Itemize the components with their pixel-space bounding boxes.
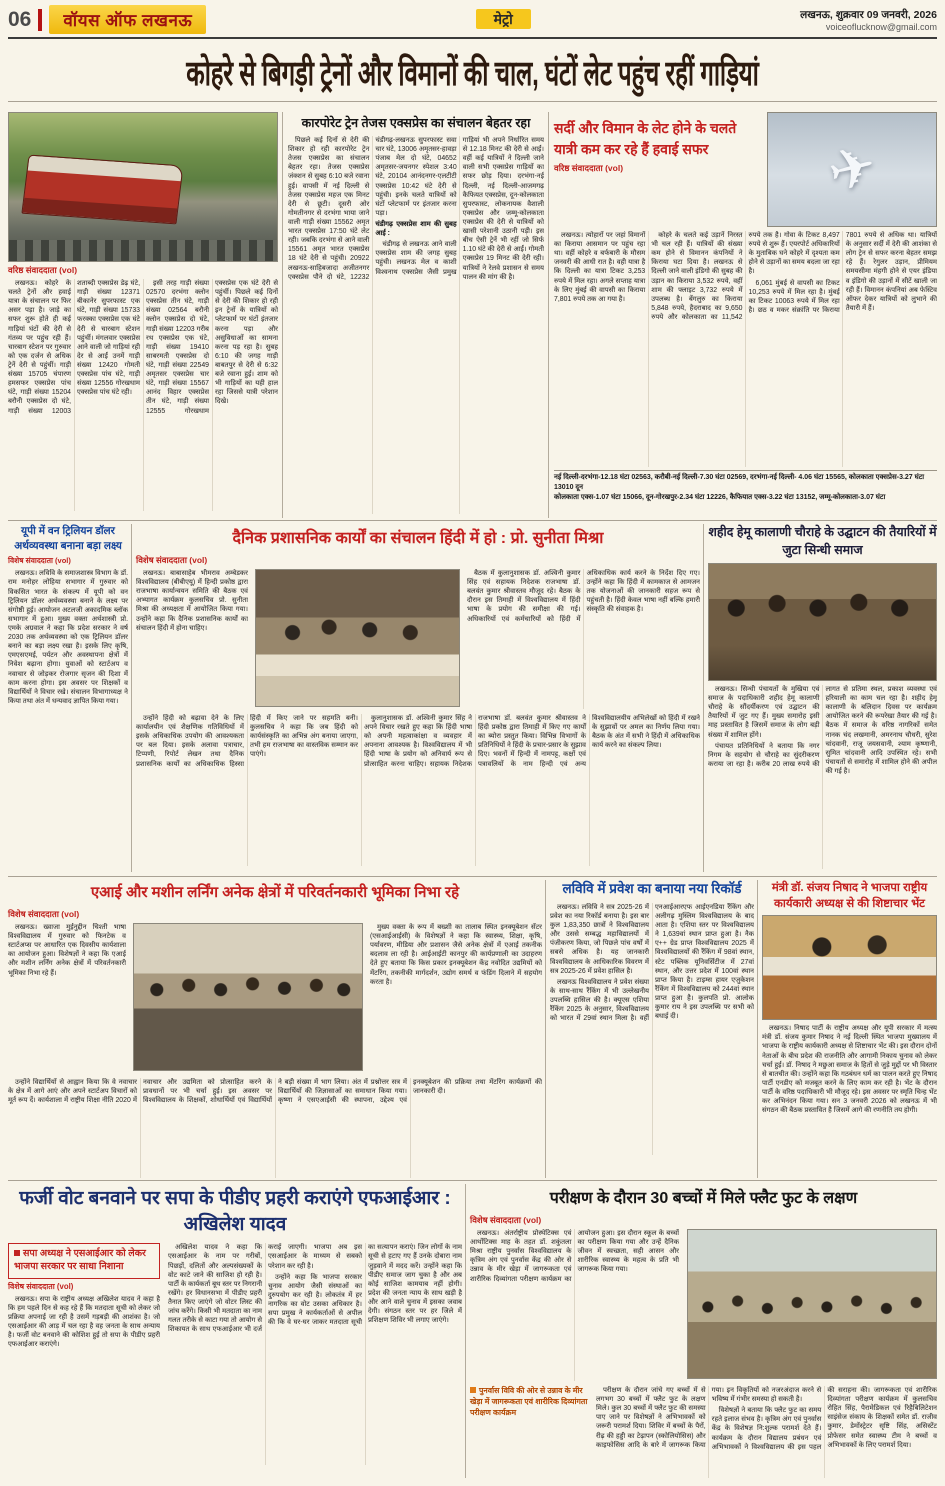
- body-ai-ml-left: [8, 923, 126, 1073]
- flat-foot-top: [470, 1229, 937, 1381]
- header-right: [800, 8, 937, 32]
- note-line: कोलकाता एक्स-1.07 घंटा 15066, दून-गोरखपुर-2.34 घंटा 12226, कैफियात एक्स-3.22 घंटा 13152, जम्मू-कोलकाता-3.07 घंटा: [554, 493, 886, 501]
- body-text: लखनऊ विश्वविद्यालय ने प्रवेश संख्या के साथ-साथ रैंकिंग में भी उल्लेखनीय उपलब्धि हासिल की है। क्यूएस एशिया रैंकिंग 2025 के अनुसार, विश्वविद्यालय को भारत में 29वां स्थान मिला है। वहीं एनआईआरएफ आईएनडिया रैंकिंग और अलीगढ़ मुस्लिम विश्वविद्यालय के बाद आता है। एशिया स्तर पर विश्वविद्यालय ने 1,639वां स्थान प्राप्त हुआ है। नैक ए++ ग्रेड प्राप्त विश्वविद्यालय 2025 में विश्वविद्यालयों की रैंकिंग में 98वां स्थान, स्टेट पब्लिक यूनिवर्सिटीज में 27वां स्थान, और उत्तर प्रदेश में 100वां स्थान प्राप्त किया है। टाइम्स हायर एजुकेशन रैंकिंग में विश्वविद्यालय को 244वां स्थान प्राप्त हुआ है। कुलपति प्रो. आलोक कुमार राय ने इस उपलब्धि पर सभी को बधाई दी।: [550, 903, 754, 1023]
- body-text: लखनऊ। सपा के राष्ट्रीय अध्यक्ष अखिलेश यादव ने कहा है कि हम पहले दिन से कह रहे हैं कि मतदाता सूची को लेकर जो प्रक्रिया अपनाई जा रही है उसमें गड़बड़ी की आशंका है। जो एसआईआर की आड़ में चल रहा है वह जनता के साथ अन्याय है। फर्जी वोट बनवाने की कोशिश हुई तो सपा के पीडीए प्रहरी एफआईआर कराएंगे।: [8, 1295, 160, 1349]
- column-divider: [757, 880, 758, 1178]
- body-text: लखनऊ। कोहरे के चलते ट्रेनों और हवाई यात्रा के संचालन पर फिर असर पड़ा है। जाड़े का सफर शुरू होते ही कई गाड़ियां घंटों की देरी से गंतव्य पर पहुंच रही हैं। चारबाग स्टेशन पर गुरुवार को एक दर्जन से अधिक ट्रेनें देरी से पहुंचीं। गाड़ी संख्या 15705 चंपारण हमसफर एक्सप्रेस पांच घंटे, गाड़ी संख्या 15204 बरौनी एक्सप्रेस दो घंटे, गाड़ी संख्या 12003 शताब्दी एक्सप्रेस डेढ़ घंटे, गाड़ी संख्या 12371 बीकानेर सुपरफास्ट एक घंटे, गाड़ी संख्या 15733 फरक्का एक्सप्रेस एक घंटे देरी से चारबाग स्टेशन पहुंचीं। मंगलवार एक्सप्रेस आने वाली जो गाड़ियां रही देर से आईं उनमें गाड़ी संख्या 12420 गोमती एक्सप्रेस पांच घंटे, गाड़ी संख्या 12556 गोरखधाम एक्सप्रेस पांच घंटे रही।: [8, 280, 140, 415]
- column-divider: [465, 1184, 466, 1478]
- train-tracks: [9, 240, 277, 261]
- masthead-group: [8, 5, 206, 34]
- page-number: 06: [8, 7, 32, 31]
- body-text: अखिलेश यादव ने कहा कि एसआईआर के नाम पर गरीबों, पिछड़ों, दलितों और अल्पसंख्यकों के वोट काटे जाने की साजिश हो रही है। पार्टी के कार्यकर्ता बूथ स्तर पर निगरानी रखेंगे। हर विधानसभा में पीडीए प्रहरी तैनात किए जाएंगे जो वोटर लिस्ट की जांच करेंगे। किसी भी मतदाता का नाम गलत तरीके से काटा गया तो आयोग से शिकायत के साथ एफआईआर भी दर्ज कराई जाएगी। भाजपा अब इस एसआईआर के माध्यम से सबको परेशान कर रही है।: [168, 1244, 362, 1334]
- article-flights: [554, 112, 937, 518]
- article-lu-record: [550, 880, 754, 1178]
- body-text: लखनऊ। बाबासाहेब भीमराव अम्बेडकर विश्वविद्यालय (बीबीएयू) में हिन्दी प्रकोष्ठ द्वारा राजभाषा कार्यान्वयन समिति की बैठक एवं अभ्यागत कार्यक्रम कुलसचिव प्रो. सुनीता मिश्रा की अध्यक्षता में आयोजित किया गया। उन्होंने कहा कि दैनिक प्रशासनिक कार्यों का संचालन हिंदी में होना चाहिए।: [136, 570, 248, 632]
- body-text: उन्होंने विद्यार्थियों से आह्वान किया कि वे नवाचार के क्षेत्र में आगे आएं और अपने स्टार्टअप विचारों को मूर्त रूप दें। कार्यशाला में राष्ट्रीय शिक्षा नीति 2020 में नवाचार और उद्यमिता को प्रोत्साहित करने के प्रावधानों पर भी चर्चा हुई। इस अवसर पर विश्वविद्यालय के शिक्षकों, शोधार्थियों एवं विद्यार्थियों ने बड़ी संख्या में भाग लिया। अंत में प्रश्नोत्तर सत्र में विद्यार्थियों की जिज्ञासाओं का समाधान किया गया। कृष्णा ने एसएआईसी की स्थापना, उद्देश्य एवं इनक्यूबेशन की प्रक्रिया तथा मेंटरिंग कार्यक्रमों की जानकारी दी।: [8, 1079, 542, 1105]
- article-ai-ml: [8, 880, 542, 1178]
- article-train-delay: [8, 112, 278, 518]
- masthead-divider: [38, 9, 42, 31]
- hindi-admin-top: [136, 569, 700, 709]
- flights-top: [554, 112, 937, 227]
- body-hindi-admin-bottom: [136, 714, 700, 866]
- body-train-delay: [8, 279, 278, 511]
- fake-vote-left: [8, 1243, 160, 1465]
- flat-foot-bottom: [470, 1386, 937, 1478]
- body-text: लखनऊ। निषाद पार्टी के राष्ट्रीय अध्यक्ष और यूपी सरकार में मत्स्य मंत्री डॉ. संजय कुमार निषाद ने नई दिल्ली स्थित भाजपा मुख्यालय में भाजपा के राष्ट्रीय कार्यकारी अध्यक्ष से शिष्टाचार भेंट की। इस दौरान दोनों नेताओं के बीच प्रदेश की राजनीति और आगामी निकाय चुनाव को लेकर चर्चा हुई। डॉ. निषाद ने मछुआ समाज के हितों से जुड़े मुद्दों पर भी विस्तार से बातचीत की। उन्होंने कहा कि गठबंधन धर्म का पालन करते हुए निषाद पार्टी एनडीए को मजबूत करने के लिए काम कर रही है। भेंट के दौरान पार्टी के वरिष्ठ पदाधिकारी भी मौजूद रहे। इस अवसर पर स्मृति चिन्ह भेंट कर अभिनंदन किया गया। सन 3 जनवरी 2026 को लखनऊ में भी संगठन की बैठक प्रस्तावित है जिसमें आगे की रणनीति तय होगी।: [762, 1025, 937, 1115]
- body-text: उन्होंने कहा कि भाजपा सरकार चुनाव आयोग जैसी संस्थाओं का दुरुपयोग कर रही है। लोकतंत्र में हर नागरिक का वोट उसका अधिकार है। सपा प्रमुख ने कार्यकर्ताओं से अपील की कि वे घर-घर जाकर मतदाता सूची का सत्यापन कराएं। जिन लोगों के नाम सूची से हटाए गए हैं उनके दोबारा नाम जुड़वाने में मदद करें। उन्होंने कहा कि पीडीए समाज जाग चुका है और अब कोई साजिश कामयाब नहीं होगी। प्रदेश की जनता न्याय के साथ खड़ी है और आने वाले चुनाव में इसका जवाब देगी। संगठन स्तर पर हर जिले में प्रशिक्षण शिविर भी लगाए जाएंगे।: [268, 1244, 462, 1327]
- body-text: विशेषज्ञों ने बताया कि फ्लैट फुट का समय रहते इलाज संभव है। कृत्रिम अंग एवं पुनर्वास केंद्र के विशेषज्ञ नि:शुल्क परामर्श देते हैं। कार्यक्रम के दौरान विद्यालय प्रबंधन एवं अभिभावकों ने विश्वविद्यालय की इस पहल की सराहना की। जागरूकता एवं शारीरिक दिव्यांगता परीक्षण कार्यक्रम में कुलसचिव रोहित सिंह, पैरामेडिकल एवं रिहैबिलिटेशन साइंसेज संकाय के शिक्षकों समेत डॉ. राजीव कुमार, डेमोंस्ट्रेटर सृष्टि सिंह, असिस्टेंट प्रोफेसर समेत स्वास्थ्य टीम ने बच्चों व अभिभावकों के लिए परामर्श दिया।: [711, 1387, 937, 1451]
- headline-hindi-admin: दैनिक प्रशासनिक कार्यों का संचालन हिंदी में हो : प्रो. सुनीता मिश्रा: [232, 530, 604, 547]
- article-tejas: [288, 112, 544, 518]
- body-fake-vote-left: [8, 1295, 160, 1427]
- dateline: लखनऊ, शुक्रवार 09 जनवरी, 2026: [800, 8, 937, 21]
- body-text: लखनऊ। अंतर्राष्ट्रीय प्रोस्थेटिक्स एवं आर्थोटिक्स माह के तहत डॉ. शकुंतला मिश्रा राष्ट्रीय पुनर्वास विश्वविद्यालय के कृत्रिम अंग एवं पुनर्वास केंद्र की ओर से उन्नाव के मीर खेड़ा में जागरूकता एवं शारीरिक दिव्यांगता परीक्षण कार्यक्रम का आयोजन हुआ। इस दौरान स्कूल के बच्चों का परीक्षण किया गया और उन्हें दैनिक जीवन में स्वच्छता, सही आसन और शारीरिक स्वास्थ्य के महत्व के प्रति भी जागरूक किया गया।: [470, 1230, 679, 1283]
- bullet-text: पुनर्वास विवि की ओर से उन्नाव के मीर खेड़ा में जागरूकता एवं शारीरिक दिव्यांगता परीक्षण कार्यक्रम: [470, 1386, 588, 1417]
- ai-ml-top: [8, 923, 542, 1073]
- column-divider: [545, 880, 546, 1178]
- headline-trillion: यूपी में वन ट्रिलियन डॉलर अर्थव्यवस्था बनाना बड़ा लक्ष्य: [14, 525, 122, 552]
- flights-headline-wrap: [554, 112, 759, 227]
- byline-flights: वरिष्ठ संवाददाता (vol): [554, 163, 624, 173]
- byline-train-delay: वरिष्ठ संवाददाता (vol): [8, 265, 78, 275]
- kicker-box: [8, 1243, 160, 1279]
- lead-headline: कोहरे से बिगड़ी ट्रेनों और विमानों की चाल, घंटों लेट पहुंच रहीं गाड़ियां: [186, 54, 759, 94]
- headline-flat-foot: परीक्षण के दौरान 30 बच्चों में मिले फ्लैट फुट के लक्षण: [549, 1190, 858, 1207]
- body-ai-ml-bottom: [8, 1078, 542, 1178]
- masthead: वॉयस ऑफ लखनऊ: [49, 5, 206, 34]
- body-text: पिछले कई दिनों से देरी की शिकार हो रही कारपोरेट ट्रेन तेजस एक्सप्रेस का संचालन बेहतर रहा। तेजस एक्सप्रेस जंक्शन से सुबह 6:10 बजे रवाना हुई। वापसी में नई दिल्ली से तेजस एक्सप्रेस महज एक मिनट देरी से छूटी। दूसरी ओर गोमतीनगर से दरभंगा भाया जाने वाली गाड़ी संख्या 15562 अमृत भारत एक्सप्रेस 17:50 घंटे लेट रही। जबकि दरभंगा से आने वाली 15561 अमृत भारत एक्सप्रेस 18 घंटे देरी से पहुंची। 20922 लखनऊ-साहिबजादा अजीतनगर एक्सप्रेस पौने दो घंटे, 12232 चंडीगढ़-लखनऊ सुपरफास्ट सवा चार घंटे, 13006 अमृतसर-हावड़ा पंजाब मेल दो घंटे, 04652 अमृतसर-जयनगर स्पेशल 3:40 घंटे, 20104 आनंदनगर-एलटीटी एक्सप्रेस 10:42 घंटे देरी से पहुंची। इनके चलते यात्रियों को घंटों प्लेटफार्म पर इंतजार करना पड़ा।: [288, 137, 457, 281]
- byline-ai-ml: विशेष संवाददाता (vol): [8, 909, 80, 919]
- article-flat-foot: [470, 1184, 937, 1478]
- fake-vote-content: [8, 1243, 462, 1465]
- byline-flat-foot: विशेष संवाददाता (vol): [470, 1215, 542, 1225]
- body-text: बैठक में कुलानुशासक डॉ. अश्विनी कुमार सिंह एवं सहायक निदेशक राजभाषा डॉ. बलवंत कुमार श्रीवास्तव मौजूद रहे। बैठक के दौरान इस तिमाही में विश्वविद्यालय में हिंदी भाषा के प्रयोग की समीक्षा की गई। अधिकारियों एवं कर्मचारियों को हिंदी में अधिकाधिक कार्य करने के निर्देश दिए गए। उन्होंने कहा कि हिंदी में कामकाज से आमजन तक योजनाओं की जानकारी सहज रूप से पहुंचती है। हिंदी केवल भाषा नहीं बल्कि हमारी संस्कृति की संवाहक है।: [467, 570, 700, 623]
- headline-lu-record: लविवि में प्रवेश का बनाया नया रिकॉर्ड: [562, 881, 742, 896]
- airplane-photo: [767, 112, 937, 227]
- sindhi-group-photo: [708, 563, 937, 681]
- kicker-text: सपा अध्यक्ष ने एसआईआर को लेकर भाजपा सरकार पर साधा निशाना: [14, 1248, 146, 1273]
- subhead-tejas: चंडीगढ़ एक्सप्रेस शाम की सुबह आई :: [375, 220, 457, 238]
- headline-ai-ml: एआई और मशीन लर्निंग अनेक क्षेत्रों में परिवर्तनकारी भूमिका निभा रहे: [90, 884, 460, 901]
- body-text: लखनऊ। त्योहारों पर जहां विमानों का किराया आसमान पर पहुंच रहा था। वहीं कोहरे व बर्फबारी के मौसम जनवरी की आधी रात है। वही यात्रा है कि दिल्ली का यात्रा टिकट 3,253 रुपये में मिल रहा। अगले सप्ताह यात्रा के लिए मुंबई की वापसी का किराया 7,801 रुपये तक आ गया है।: [554, 232, 646, 303]
- nishad-meeting-photo: [762, 915, 937, 1020]
- body-flights: [554, 231, 937, 467]
- body-trillion: [8, 569, 128, 839]
- column-divider: [131, 524, 132, 872]
- column-divider: [703, 524, 704, 872]
- crowd-photo: [687, 1229, 937, 1379]
- byline-fake-vote: विशेष संवाददाता (vol): [8, 1281, 74, 1291]
- page-header: [8, 5, 937, 39]
- section-label-wrap: [476, 10, 531, 29]
- row-divider: [8, 1180, 937, 1181]
- flat-foot-bullet: [470, 1386, 588, 1478]
- flights-notes: [554, 470, 937, 502]
- body-hindi-admin-left: [136, 569, 248, 709]
- body-text: पंचायत प्रतिनिधियों ने बताया कि नगर निगम के सहयोग से चौराहे का सुंदरीकरण कराया जा रहा है। करीब 20 लाख रुपये की लागत से प्रतिमा स्थल, प्रकाश व्यवस्था एवं हरियाली का काम चल रहा है। शहीद हेमू कालाणी के बलिदान दिवस पर कार्यक्रम आयोजित करने की रूपरेखा तैयार की गई है। बैठक में समाज के वरिष्ठ नागरिकों समेत नानक चंद लखमानी, अमरनाथ चौधरी, सुरेश चांदवानी, राजू जयसवानी, श्याम कृष्णानी, सुमित चांदवानी आदि उपस्थित रहे। सभी पंचायतों से समारोह में शामिल होने की अपील की गई है।: [708, 686, 937, 775]
- train-locomotive: [21, 155, 184, 225]
- article-nishad: [762, 880, 937, 1178]
- note-line: नई दिल्ली-दरभंगा-12.18 घंटा 02563, करौबी-नई दिल्ली-7.30 घंटा 02569, दरभंगा-नई दिल्ली- 4.06 घंटा 15565, कोलकाता एक्सप्रेस-3.27 घंटा 13010 दून: [554, 474, 925, 491]
- byline-trillion: विशेष संवाददाता (vol): [8, 556, 71, 566]
- section-label: मेट्रो: [476, 9, 531, 29]
- headline-nishad: मंत्री डॉ. संजय निषाद ने भाजपा राष्ट्रीय कार्यकारी अध्यक्ष से की शिष्टाचार भेंट: [771, 882, 928, 911]
- contact-email: voiceoflucknow@gmail.com: [825, 21, 937, 32]
- bullet-icon: [470, 1387, 476, 1393]
- article-fake-vote: [8, 1184, 462, 1478]
- row-divider: [8, 876, 937, 877]
- headline-fake-vote: फर्जी वोट बनवाने पर सपा के पीडीए प्रहरी कराएंगे एफआईआर : अखिलेश यादव: [19, 1188, 451, 1235]
- body-nishad: [762, 1024, 937, 1170]
- meeting-photo: [255, 569, 460, 707]
- lead-headline-band: [8, 44, 937, 102]
- headline-tejas: कारपोरेट ट्रेन तेजस एक्सप्रेस का संचालन बेहतर रहा: [301, 116, 531, 130]
- headline-flights: सर्दी और विमान के लेट होने के चलते यात्री कम कर रहे हैं हवाई सफर: [554, 120, 737, 157]
- body-fake-vote-right: [168, 1243, 462, 1465]
- byline-hindi-admin: विशेष संवाददाता (vol): [136, 555, 208, 565]
- airplane-icon: ✈: [821, 132, 883, 207]
- body-text: मुख्य वक्ता के रूप में बख्शी का तालाब स्थित इनक्यूबेशन सेंटर (एसआईआईसी) के विशेषज्ञों ने कहा कि स्वास्थ्य, शिक्षा, कृषि, पर्यावरण, मीडिया और प्रशासन जैसे अनेक क्षेत्रों में एआई तकनीक बदलाव ला रही है। आईआईटी कानपुर की कार्यप्रणाली का उदाहरण देते हुए बताया कि किस प्रकार इनक्यूबेशन केंद्र नवोदित उद्यमियों को मेंटरिंग, तकनीकी मार्गदर्शन, उद्योग समर्थ व फंडिंग दिलाने में सहयोग करता है।: [370, 924, 542, 986]
- body-text: लखनऊ। सिन्धी पंचायतों के मुखिया एवं समाज के पदाधिकारी शहीद हेमू कालाणी चौराहे के सौंदर्यीकरण एवं उद्घाटन की तैयारियों में जुट गए हैं। मुख्य समारोह इसी माह प्रस्तावित है जिसमें समाज के लोग बड़ी संख्या में शामिल होंगे।: [708, 686, 820, 739]
- article-sindhi: [708, 524, 937, 872]
- body-text: लखनऊ। ख्वाजा मुईनुद्दीन चिश्ती भाषा विश्वविद्यालय में गुरुवार को फिनटेक व स्टार्टअप्स पर आधारित एक दिवसीय कार्यशाला का आयोजन हुआ। विशेषज्ञों ने कहा कि एआई और मशीन लर्निंग अनेक क्षेत्रों में परिवर्तनकारी भूमिका निभा रहे हैं।: [8, 924, 126, 977]
- body-ai-ml-right: [370, 923, 542, 1073]
- body-text: लखनऊ। लविवि ने सत्र 2025-26 में प्रवेश का नया रिकॉर्ड बनाया है। इस बार कुल 1,83,350 छात्रों ने विश्वविद्यालय और उससे सम्बद्ध महाविद्यालयों में पंजीकरण किया, जो पिछले पांच वर्षों में सबसे अधिक है। यह जानकारी विश्वविद्यालय के आधिकारिक विवरण में सत्र 2025-26 में प्रवेश हासिल है।: [550, 903, 649, 975]
- body-lu-record: [550, 903, 754, 1155]
- body-text: चंडीगढ़ से लखनऊ आने वाली एक्सप्रेस शाम की जगह सुबह पहुंची। लखनऊ मेल व काशी विश्वनाथ एक्सप्रेस जैसी प्रमुख गाड़ियां भी अपने निर्धारित समय से 12.18 मिनट की देरी से आईं। वहीं कई यात्रियों ने दिल्ली जाने वाली सभी एक्सप्रेस गाड़ियों का सफर छोड़ दिया। दरभंगा-नई दिल्ली, नई दिल्ली-आजमगढ़ कैफियत एक्सप्रेस, दून-कोलकाता सुपरफास्ट, लोकनायक वैशाली एक्सप्रेस और जम्मू-कोलकाता एक्सप्रेस की देरी से यात्रियों को खासी परेशानी उठानी पड़ी। इस बीच ऐसी ट्रेनें भी रहीं जो सिर्फ 1.10 घंटे की देरी से आईं। गोमती एक्सप्रेस 19 मिनट की देरी रही। यात्रियों ने रेलवे प्रशासन से समय पालन की मांग की है।: [375, 137, 544, 281]
- body-flat-foot-bottom: [596, 1386, 937, 1478]
- kicker-bullet-icon: [14, 1250, 20, 1256]
- body-text: कुलानुशासक डॉ. अश्विनी कुमार सिंह ने अपने विचार रखते हुए कहा कि हिंदी भाषा को अपनी महत्वाकांक्षा व व्यवहार में अपनाना आवश्यक है। विश्वविद्यालय में भी हिंदी भाषा के प्रयोग को अनिवार्य रूप से प्रोत्साहित करना चाहिए। सहायक निदेशक राजभाषा डॉ. बलवंत कुमार श्रीवास्तव ने हिंदी प्रकोष्ठ द्वारा तिमाही में किए गए कार्यों का ब्योरा प्रस्तुत किया। विभिन्न विभागों के प्रतिनिधियों ने हिंदी के प्रचार-प्रसार के सुझाव दिए। भवनों में हिन्दी में नामपट्ट, कक्षों एवं पत्रावलियों के नाम हिन्दी एवं अन्य विश्वविद्यालयीय अभिलेखों को हिंदी में रखने के सुझावों पर अमल का निर्णय लिया गया। बैठक के अंत में सभी ने हिंदी में अधिकाधिक कार्य करने का संकल्प लिया।: [364, 715, 700, 768]
- body-text: उन्होंने हिंदी को बढ़ावा देने के लिए कार्यालयीन एवं शैक्षणिक गतिविधियों में इसके अधिकाधिक उपयोग की आवश्यकता पर बल दिया। इसके अलावा पत्राचार, टिप्पणी, रिपोर्ट लेखन तथा दैनिक प्रशासनिक कार्यों का अधिकाधिक हिस्सा हिंदी में किए जाने पर सहमति बनी। कुलसचिव ने कहा कि जब हिंदी को कार्यसंस्कृति का अभिन्न अंग बनाया जाएगा, तभी हम राजभाषा का वास्तविक सम्मान कर पाएंगे।: [136, 715, 358, 768]
- body-hindi-admin-right: [467, 569, 700, 709]
- article-hindi-admin: [136, 524, 700, 872]
- ai-group-photo: [133, 923, 363, 1071]
- body-flat-foot-left: [470, 1229, 679, 1381]
- body-tejas: [288, 136, 544, 514]
- body-text: इसी तरह गाड़ी संख्या 02570 दरभंगा क्लोन एक्सप्रेस तीन घंटे, गाड़ी संख्या 02564 बरौनी क्लोन एक्सप्रेस दो घंटे, गाड़ी संख्या 12203 गरीब रथ एक्सप्रेस एक घंटे, गाड़ी संख्या 19410 साबरमती एक्सप्रेस दो घंटे, गाड़ी संख्या 22549 अमृतसर एक्सप्रेस चार घंटे, गाड़ी संख्या 15567 आनंद विहार एक्सप्रेस तीन घंटे, गाड़ी संख्या 12555 गोरखधाम एक्सप्रेस एक घंटे देरी से पहुंचीं। पिछले कई दिनों से देरी की शिकार हो रही इन ट्रेनों के यात्रियों को प्लेटफार्म पर घंटों इंतजार करना पड़ा और असुविधाओं का सामना करना पड़ रहा है। सुबह 6:10 की जगह गाड़ी बाबतपुर से देरी से 6:32 बजे रवाना हुई। शाम को भी गाड़ियों का यही हाल रहा जिससे यात्री परेशान दिखे।: [146, 280, 278, 415]
- column-divider: [548, 112, 549, 518]
- body-sindhi: [708, 685, 937, 869]
- body-text: कोहरे के चलते कई उड़ानें निरस्त भी चल रही हैं। यात्रियों की संख्या कम होने से विमानन कंपनियों ने किराया घटा दिया है। लखनऊ से दिल्ली जाने वाली इंडिगो की सुबह की उड़ान का किराया 3,532 रुपये, वहीं शाम की फ्लाइट 3,732 रुपये में उपलब्ध है। बेंगलुरु का किराया 5,848 रुपये, हैदराबाद का 9,650 रुपये और कोलकाता का 11,542 रुपये तक है। गोवा के टिकट 8,497 रुपये से शुरू हैं। एयरपोर्ट अधिकारियों के मुताबिक घने कोहरे में दृश्यता कम होने से उड़ानों का समय बदला जा रहा है।: [651, 232, 840, 321]
- row-divider: [8, 520, 937, 521]
- body-text: 6,061 मुंबई से वापसी का टिकट 10,253 रुपये में मिल रहा है। मुंबई का टिकट 10063 रुपये में मिल रहा है। छठ व मकर संक्रांति पर किराया 7801 रुपये से अधिक था। यात्रियों के अनुसार सर्दी में देरी की आशंका से लोग ट्रेन से सफर करना बेहतर समझ रहे हैं। रेगुलर उड़ान, प्रीमियम समयसीमा मंहगी होने से एयर इंडिया व इंडिगो की उड़ानों में सीटें खाली जा रही हैं। विमानन कंपनियां अब फेस्टिव ऑफर देकर यात्रियों को लुभाने की तैयारी में हैं।: [748, 232, 937, 314]
- article-trillion: [8, 524, 128, 872]
- body-text: परीक्षण के दौरान जांचे गए बच्चों में से लगभग 30 बच्चों में फ्लैट फुट के लक्षण मिले। कुल 30 बच्चों में फ्लैट फुट की समस्या पाए जाने पर विशेषज्ञों ने अभिभावकों को जरूरी परामर्श दिया। शिविर में बच्चों के पैरों, रीढ़ की हड्डी का टेढ़ापन (स्कोलियोसिस) और काइफोसिस आदि के बारे में जागरूक किया गया। इन विकृतियों को नजरअंदाज करने से भविष्य में गंभीर समस्या हो सकती है।: [596, 1387, 822, 1449]
- train-photo: [8, 112, 278, 262]
- column-divider: [282, 112, 283, 518]
- body-text: लखनऊ। लविवि के समाजशास्त्र विभाग के डॉ. राम मनोहर लोहिया सभागार में गुरुवार को विकसित भारत के संकल्प में यूपी को वन ट्रिलियन डॉलर अर्थव्यवस्था बनाने के लक्ष्य पर संगोष्ठी हुई। आयोजन अटलजी अकादमिक ब्लॉक सभागार में हुआ। मुख्य वक्ता अर्थशास्त्री प्रो. एमके अग्रवाल ने कहा कि प्रदेश सरकार ने वर्ष 2030 तक अर्थव्यवस्था को एक ट्रिलियन डॉलर बनाने का बड़ा लक्ष्य रखा है। इसके लिए कृषि, एमएसएमई, पर्यटन और अवस्थापना क्षेत्रों में निवेश बढ़ाना होगा। युवाओं को स्टार्टअप व नवाचार से जोड़कर रोजगार सृजन की दिशा में काम करना होगा। इस अवसर पर शिक्षकों व विद्यार्थियों ने विचार रखे। संचालन विभागाध्यक्ष ने किया तथा अंत में धन्यवाद ज्ञापित किया गया।: [8, 570, 128, 705]
- headline-sindhi: शहीद हेमू कालाणी चौराहे के उद्घाटन की तैयारियों में जुटा सिन्धी समाज: [708, 525, 937, 557]
